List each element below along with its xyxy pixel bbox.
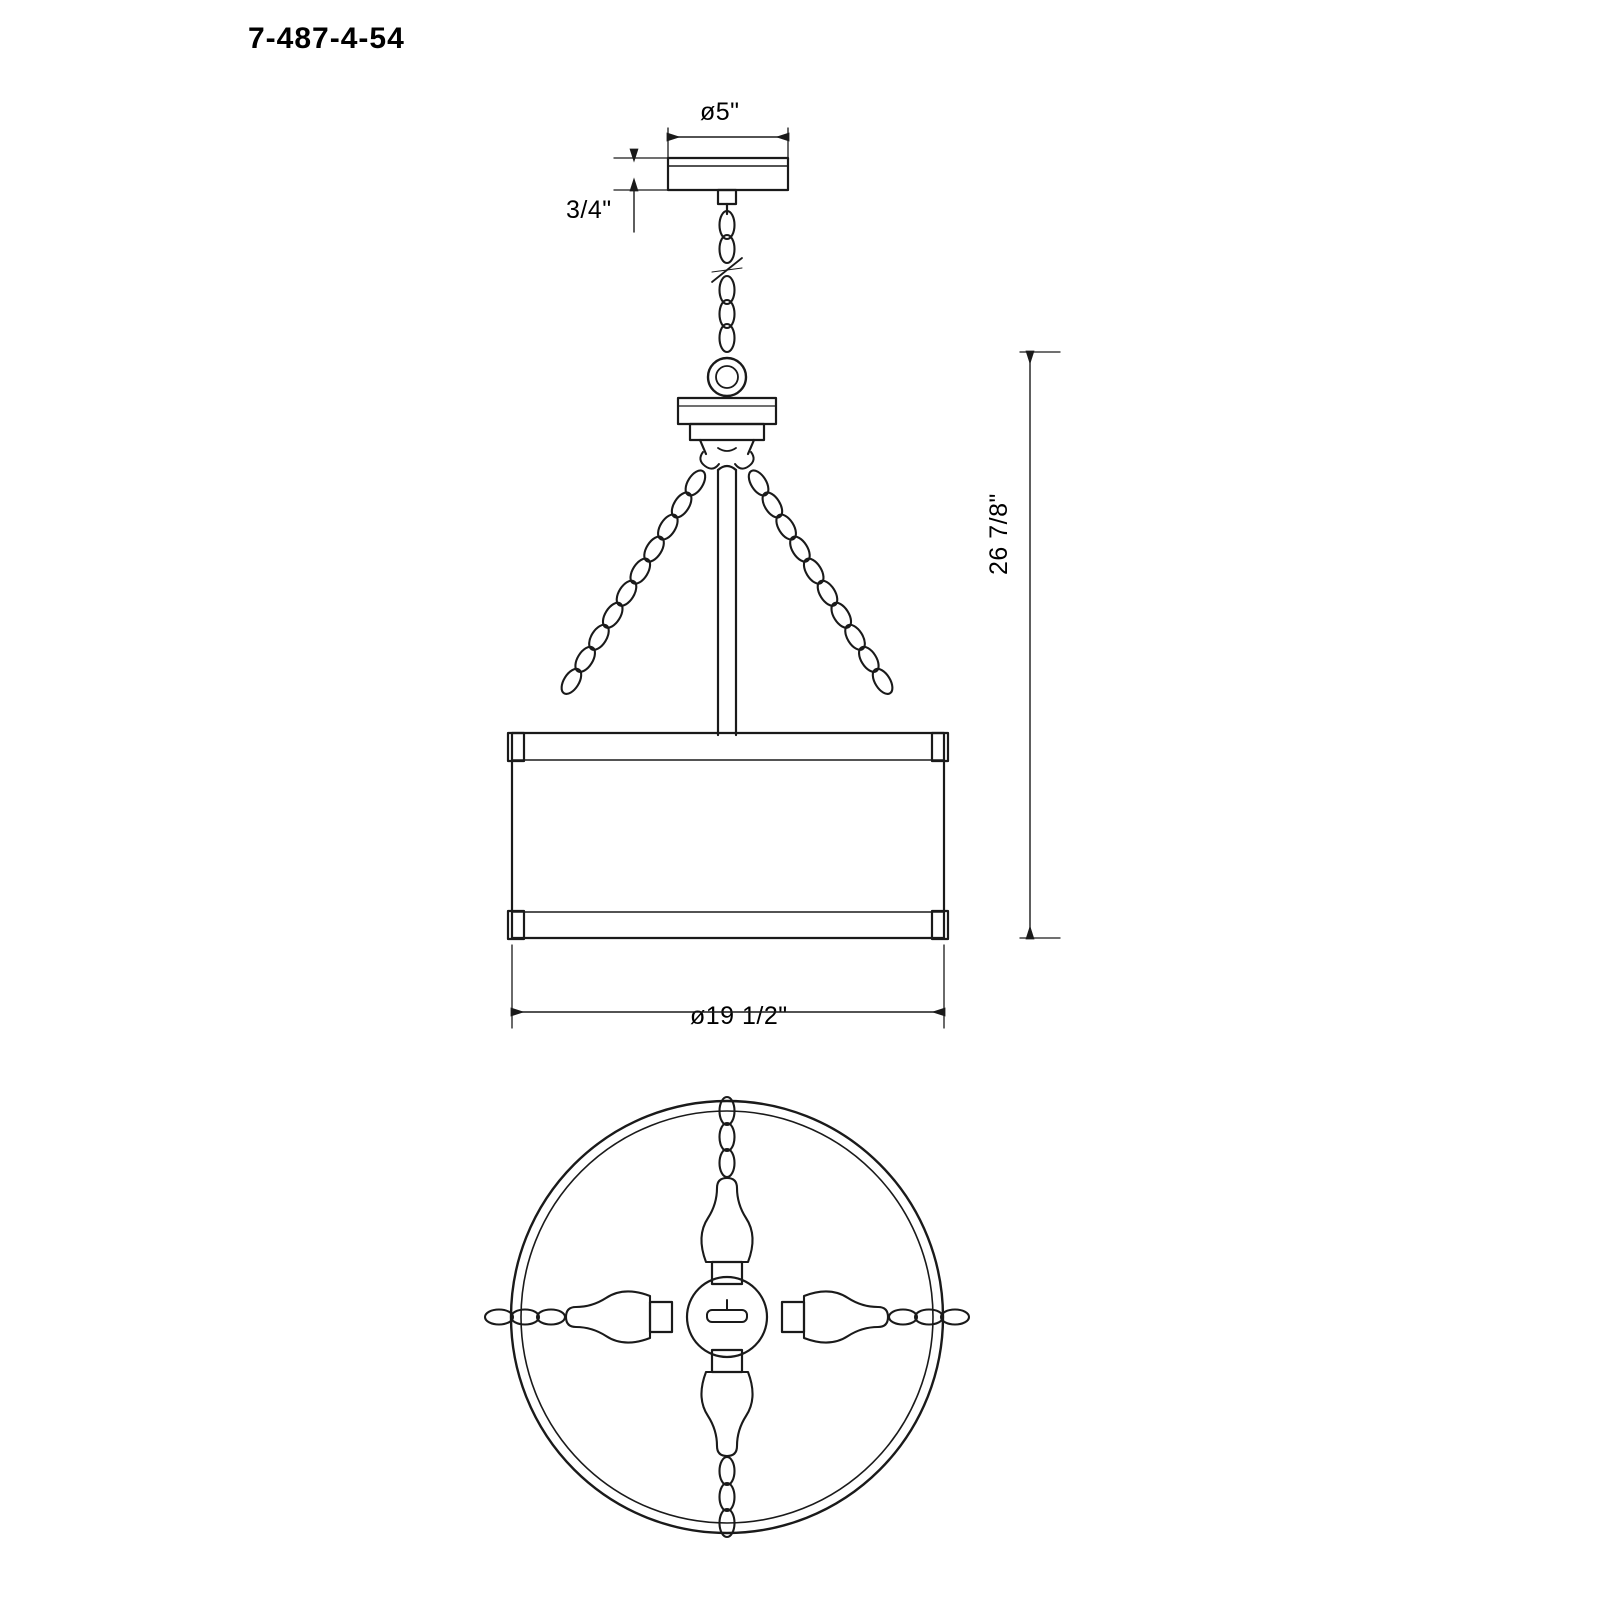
bottom-plan-view: [485, 1097, 969, 1537]
center-stem: [718, 466, 736, 735]
plan-arm-left: [485, 1291, 672, 1342]
support-chain-right: [745, 467, 897, 697]
drum-shade: [508, 733, 948, 939]
canopy-part: [668, 158, 788, 190]
plan-arm-right: [782, 1291, 969, 1342]
model-number-label: 7-487-4-54: [248, 22, 405, 55]
dimension-canopy-height: [614, 150, 672, 232]
dimension-overall-height: [1020, 352, 1060, 938]
front-elevation-view: [508, 158, 948, 939]
plan-arm-down: [701, 1350, 752, 1537]
plan-inner-ring: [521, 1111, 933, 1523]
dimension-top-diameter: [668, 128, 788, 170]
dimension-shade-diameter: [512, 945, 944, 1028]
dimension-overall-height-label: 26 7/8": [985, 493, 1013, 575]
hanging-chain: [712, 211, 742, 352]
body-plate: [678, 398, 776, 469]
dimension-shade-diameter-label: ø19 1/2": [690, 1002, 788, 1030]
plan-center-hub: [687, 1277, 767, 1357]
plan-outer-ring: [511, 1101, 943, 1533]
support-chain-left: [558, 467, 710, 697]
loop-ring: [708, 358, 746, 396]
dimension-canopy-height-label: 3/4": [566, 196, 612, 224]
dimension-top-diameter-label: ø5": [700, 98, 740, 126]
plan-arm-up: [701, 1097, 752, 1284]
